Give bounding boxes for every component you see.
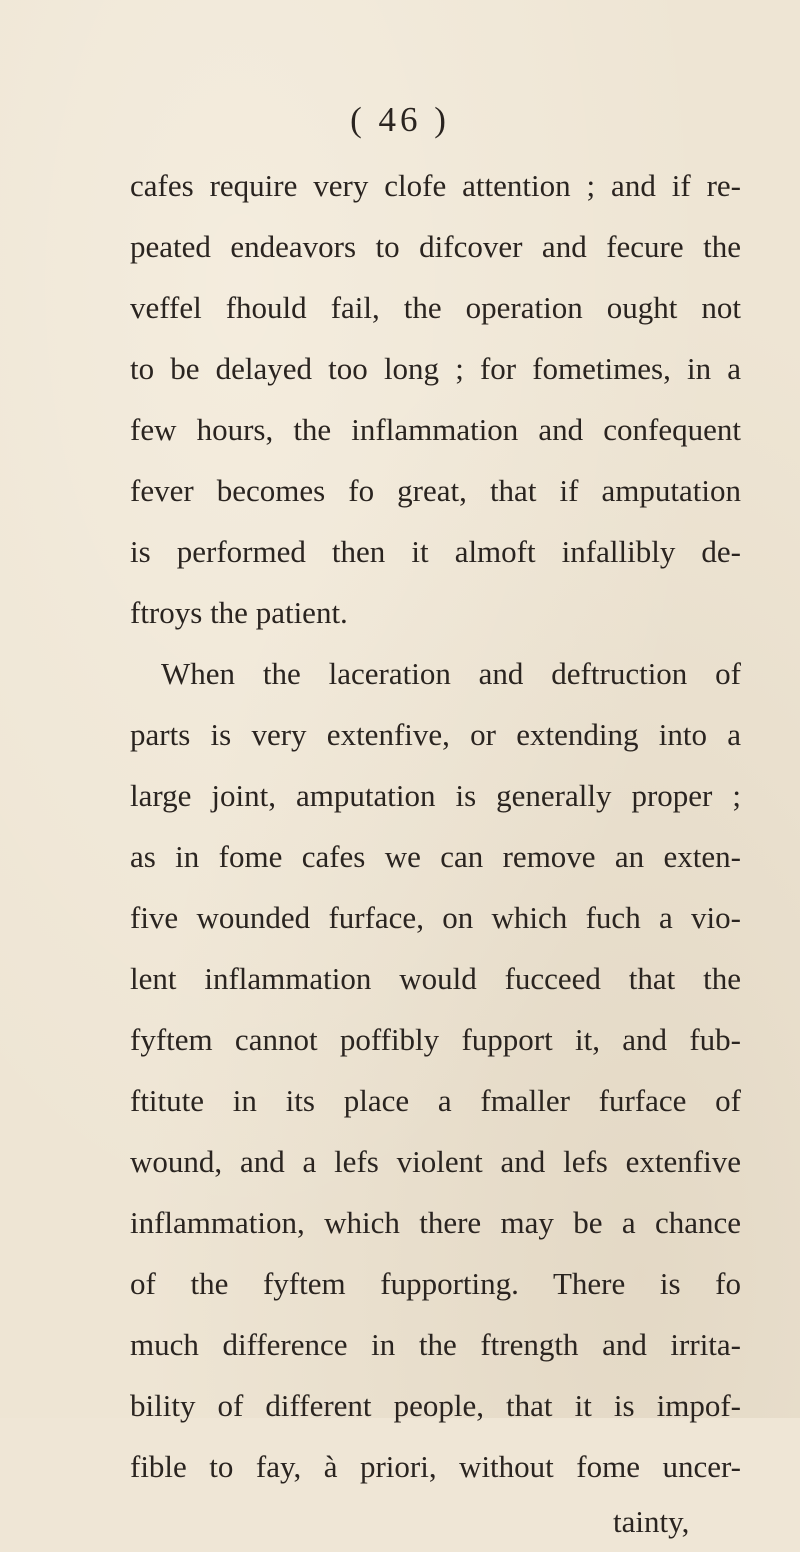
text-line: inflammation, which there may be a chance: [130, 1205, 741, 1240]
text-line: is performed then it almoft infallibly de-: [130, 534, 741, 569]
text-line: wound, and a lefs violent and lefs extenfive: [130, 1144, 741, 1179]
text-line: as in fome cafes we can remove an exten-: [130, 839, 741, 874]
text-line: to be delayed too long ; for fometimes, in a: [130, 351, 741, 386]
text-line: of the fyftem fupporting. There is fo: [130, 1266, 741, 1301]
text-line: large joint, amputation is generally proper ;: [130, 778, 741, 813]
text-line: When the laceration and deftruction of: [161, 656, 741, 691]
text-line: lent inflammation would fucceed that the: [130, 961, 741, 996]
text-line: veffel fhould fail, the operation ought not: [130, 290, 741, 325]
text-line: cafes require very clofe attention ; and if re-: [130, 168, 741, 203]
text-line: fyftem cannot poffibly fupport it, and fub-: [130, 1022, 741, 1057]
text-line: bility of different people, that it is impof-: [130, 1388, 741, 1423]
text-line: parts is very extenfive, or extending into a: [130, 717, 741, 752]
text-line: five wounded furface, on which fuch a vio-: [130, 900, 741, 935]
text-line: fible to fay, à priori, without fome uncer-: [130, 1449, 741, 1484]
text-line: much difference in the ftrength and irrita-: [130, 1327, 741, 1362]
page-number: ( 46 ): [350, 100, 450, 139]
text-line: few hours, the inflammation and confequent: [130, 412, 741, 447]
text-line: ftroys the patient.: [130, 595, 348, 630]
text-line: fever becomes fo great, that if amputation: [130, 473, 741, 508]
catchword: tainty,: [613, 1504, 690, 1539]
text-line: ftitute in its place a fmaller furface of: [130, 1083, 741, 1118]
text-line: peated endeavors to difcover and fecure the: [130, 229, 741, 264]
